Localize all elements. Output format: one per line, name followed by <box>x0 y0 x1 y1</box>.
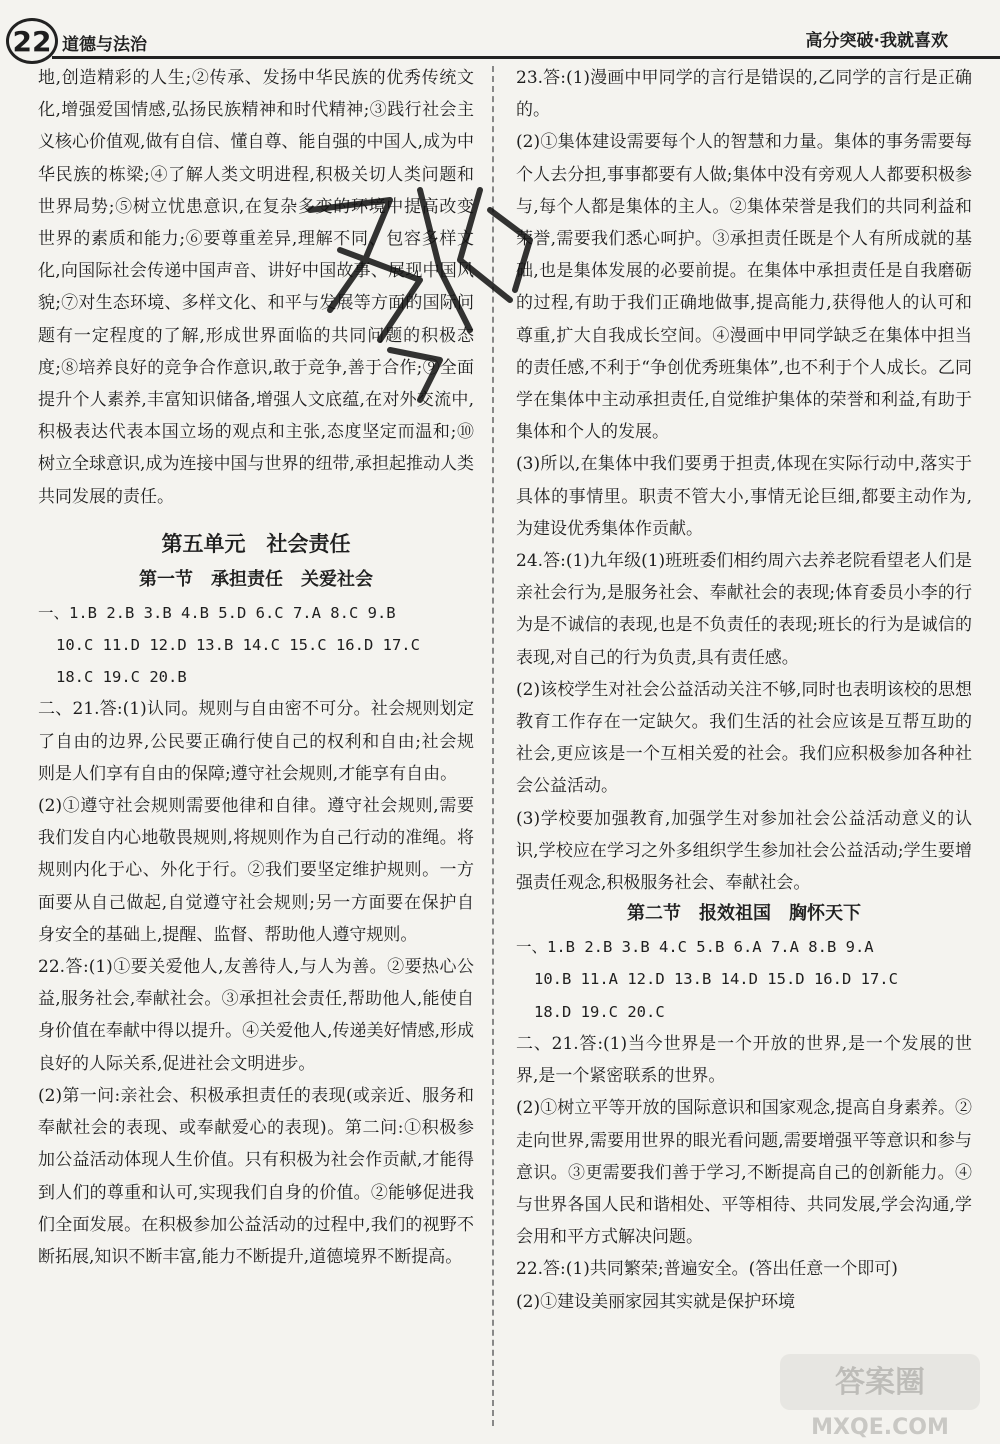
answer-21b-part2: (2)①树立平等开放的国际意识和国家观念,提高自身素养。②走向世界,需要用世界的眼光看问题,需要增强平等意识和参与意识。③更需要我们善于学习,不断提高自己的创新能力。④与世界各国人民和谐相处、平等相待、共同发展,学会沟通,学会用和平方式解决问题。 <box>516 1098 972 1248</box>
answer-23-part3: (3)所以,在集体中我们要勇于担责,体现在实际行动中,落实于具体的事情里。职责不管大小,事情无论巨细,都要主动作为,为建设优秀集体作贡献。 <box>516 454 972 539</box>
answer-21-part2: (2)①遵守社会规则需要他律和自律。遵守社会规则,需要我们发自内心地敬畏规则,将规则作为自己行动的准绳。将规则内化于心、外化于行。②我们要坚定维护规则。一方面要从自己做起,自觉遵守社会规则;另一方面要在保护自身安全的基础上,提醒、监督、帮助他人遵守规则。 <box>38 796 474 945</box>
section-title-2: 第二节 报效祖国 胸怀天下 <box>627 903 861 925</box>
page-number: 22 <box>6 18 58 64</box>
mc-line: 18.C 19.C 20.B <box>56 668 187 687</box>
right-column <box>516 62 972 1318</box>
unit-title: 第五单元 社会责任 <box>161 531 351 556</box>
mc-line: 一、1.B 2.B 3.B 4.B 5.D 6.C 7.A 8.C 9.B <box>38 603 396 622</box>
answer-23-part2: (2)①集体建设需要每个人的智慧和力量。集体的事务需要每个人去分担,事事都要有人做;集体中没有旁观人人都要积极参与,每个人都是集体的主人。②集体荣誉是我们的共同利益和荣誉,需要我们悉心呵护。③承担责任既是个人有所成就的基础,也是集体发展的必要前提。在集体中承担责任是自我磨砺的过程,有助于我们正确地做事,提高能力,获得他人的认可和尊重,扩大自我成长空间。④漫画中甲同学缺乏在集体中担当的责任感,不利于“争创优秀班集体”,也不利于个人成长。乙同学在集体中主动承担责任,自觉维护集体的荣誉和利益,有助于集体和个人的发展。 <box>516 132 972 443</box>
answer-24-part3: (3)学校要加强教育,加强学生对参加社会公益活动意义的认识,学校应在学习之外多组织学生参加社会公益活动;学生要增强责任观念,积极服务社会、奉献社会。 <box>516 808 972 894</box>
svg-text:MXQE.COM: MXQE.COM <box>811 1415 949 1440</box>
answer-21-part1: 二、21.答:(1)认同。规则与自由密不可分。社会规则划定了自由的边界,公民要正确行使自己的权利和自由;社会规则是人们享有自由的保障;遵守社会规则,才能享有自由。 <box>38 699 474 784</box>
answer-22-part1: 22.答:(1)①要关爱他人,友善待人,与人为善。②要热心公益,服务社会,奉献社会。③承担社会责任,帮助他人,能使自身价值在奉献中得以提升。④关爱他人,传递美好情感,形成良好的人际关系,促进社会文明进步。 <box>38 957 474 1074</box>
mc-line: 18.D 19.C 20.C <box>534 1002 665 1021</box>
answer-23-part1: 23.答:(1)漫画中甲同学的言行是错误的,乙同学的言行是正确的。 <box>516 68 972 121</box>
subject-title: 道德与法治 <box>62 35 147 55</box>
svg-text:答案圈: 答案圈 <box>835 1365 925 1400</box>
mc-answers-1 <box>38 597 474 694</box>
section-title-1: 第一节 承担责任 关爱社会 <box>139 568 373 590</box>
answer-24-part1: 24.答:(1)九年级(1)班班委们相约周六去养老院看望老人们是亲社会行为,是服务社会、奉献社会的表现;体育委员小李的行为是不诚信的表现,也是不负责任的表现;班长的行为是诚信的表现,对自己的行为负责,具有责任感。 <box>516 551 972 668</box>
page-header <box>0 0 1000 58</box>
mc-line: 10.B 11.A 12.D 13.B 14.D 15.D 16.D 17.C <box>534 970 898 989</box>
answer-22b-part2: (2)①建设美丽家园其实就是保护环境 <box>516 1291 796 1312</box>
header-rule <box>52 56 1000 59</box>
column-divider <box>492 66 494 1426</box>
answer-21b-part1: 二、21.答:(1)当今世界是一个开放的世界,是一个发展的世界,是一个紧密联系的世界。 <box>516 1033 972 1087</box>
mc-answers-2 <box>516 931 972 1028</box>
mc-line: 一、1.B 2.B 3.B 4.C 5.B 6.A 7.A 8.B 9.A <box>516 938 874 957</box>
answer-22b-part1: 22.答:(1)共同繁荣;普遍安全。(答出任意一个即可) <box>516 1259 898 1280</box>
intro-paragraph: 地,创造精彩的人生;②传承、发扬中华民族的优秀传统文化,增强爱国情感,弘扬民族精神和时代精神;③践行社会主义核心价值观,做有自信、懂自尊、能自强的中国人,成为中华民族的栋梁;④了解人类文明进程,积极关切人类问题和世界局势;⑤树立忧患意识,在复杂多变的环境中提高改变世界的素质和能力;⑥要尊重差异,理解不同、包容多样文化,向国际社会传递中国声音、讲好中国故事、展现中国风貌;⑦对生态环境、多样文化、和平与发展等方面的国际问题有一定程度的了解,形成世界面临的共同问题的积极态度;⑧培养良好的竞争合作意识,敢于竞争,善于合作;⑨全面提升个人素养,丰富知识储备,增强人文底蕴,在对外交流中,积极表达代表本国立场的观点和主张,态度坚定而温和;⑩树立全球意识,成为连接中国与世界的纽带,承担起推动人类共同发展的责任。 <box>38 68 474 507</box>
left-column <box>38 62 474 1273</box>
book-slogan: 高分突破·我就喜欢 <box>805 31 948 51</box>
corner-logo <box>760 1344 1000 1444</box>
answer-22-part2: (2)第一问:亲社会、积极承担责任的表现(或亲近、服务和奉献社会的表现、或奉献爱心的表现)。第二问:①积极参加公益活动体现人生价值。只有积极为社会作贡献,才能得到人们的尊重和认可,实现我们自身的价值。②能够促进我们全面发展。在积极参加公益活动的过程中,我们的视野不断拓展,知识不断丰富,能力不断提升,道德境界不断提高。 <box>38 1085 474 1267</box>
answer-24-part2: (2)该校学生对社会公益活动关注不够,同时也表明该校的思想教育工作存在一定缺欠。我们生活的社会应该是互帮互助的社会,更应该是一个互相关爱的社会。我们应积极参加各种社会公益活动。 <box>516 679 972 797</box>
mc-line: 10.C 11.D 12.D 13.B 14.C 15.C 16.D 17.C <box>56 636 420 655</box>
